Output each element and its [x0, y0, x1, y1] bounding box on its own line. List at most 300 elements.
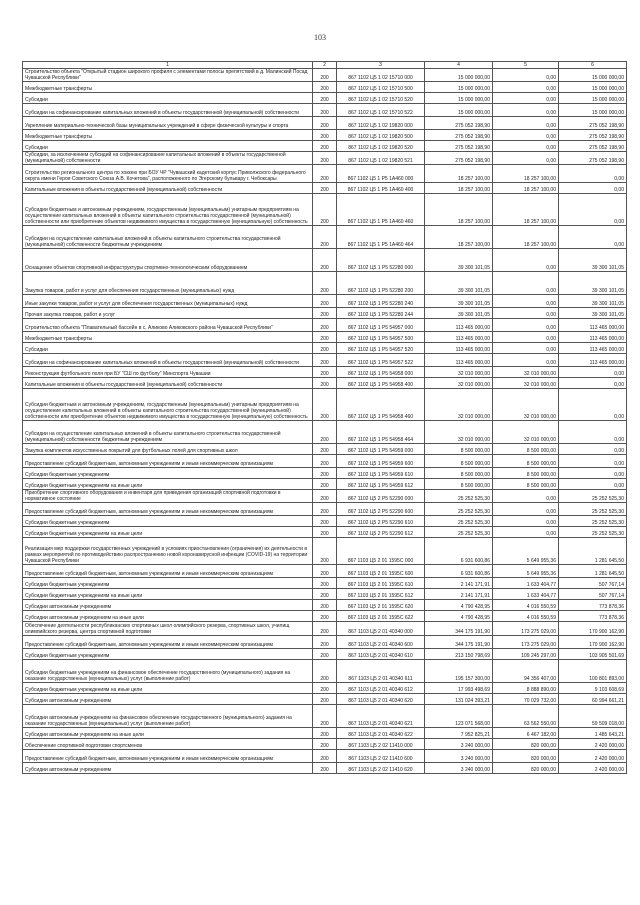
table-row — [23, 444, 627, 455]
row-amount-total-cell: 32 010 000,00 — [425, 378, 493, 389]
row-amount-col5-cell: 18 257 100,00 — [493, 183, 559, 194]
table-row — [23, 183, 627, 194]
row-section-cell: 200 — [313, 490, 337, 503]
row-code-cell: 867 1102 Ц5 1 P5 54958 400 — [337, 378, 425, 389]
row-amount-col6-cell: 773 878,36 — [559, 611, 627, 622]
row-code-cell: 867 1102 Ц5 1 P5 52280 000 — [337, 249, 425, 272]
row-amount-col6-cell: 0,00 — [559, 367, 627, 378]
row-amount-total-cell: 18 257 100,00 — [425, 165, 493, 183]
table-row — [23, 69, 627, 82]
row-section-cell: 200 — [313, 503, 337, 516]
row-amount-total-cell: 6 931 600,86 — [425, 565, 493, 578]
row-code-cell: 867 1102 Ц5 1 P5 54959 000 — [337, 444, 425, 455]
table-row — [23, 565, 627, 578]
column-header: 4 — [425, 62, 493, 69]
table-row — [23, 479, 627, 490]
row-amount-col5-cell: 5 649 955,36 — [493, 538, 559, 565]
row-name-cell: Субсидии бюджетным учреждениям на финансовое обеспечение государственного (муниципального) задания на оказание государственных (муниципальных) услуг (выполнение работ) — [23, 660, 313, 683]
row-amount-col6-cell: 103 905 501,69 — [559, 649, 627, 660]
row-amount-col6-cell: 15 000 000,00 — [559, 82, 627, 93]
row-amount-total-cell: 3 240 000,00 — [425, 750, 493, 763]
table-row — [23, 332, 627, 343]
row-amount-col5-cell: 0,00 — [493, 490, 559, 503]
row-amount-total-cell: 15 000 000,00 — [425, 82, 493, 93]
row-name-cell: Укрепление материально-технической базы муниципальных учреждений в сфере физической культуры и спорта — [23, 117, 313, 130]
row-amount-col5-cell: 8 500 000,00 — [493, 444, 559, 455]
row-amount-col6-cell: 773 878,36 — [559, 600, 627, 611]
row-name-cell: Иные закупки товаров, работ и услуг для обеспечения государственных (муниципальных) нужд — [23, 295, 313, 308]
row-amount-col5-cell: 18 257 100,00 — [493, 194, 559, 226]
table-row — [23, 622, 627, 636]
row-amount-col5-cell: 0,00 — [493, 516, 559, 527]
row-name-cell: Субсидии бюджетным и автономным учреждениям, государственным (муниципальным) унитарным предприятиям на осуществление капитальных вложений в объекты капитального строительства государственной (муниципальной) собственности или приобретение объектов недвижимого имущества в государственную (муниципальную) собственность — [23, 194, 313, 226]
row-amount-col5-cell: 8 500 000,00 — [493, 479, 559, 490]
row-code-cell: 867 1103 Ц5 2 01 40340 622 — [337, 728, 425, 739]
row-section-cell: 200 — [313, 636, 337, 649]
row-code-cell: 867 1103 Ц5 2 01 40340 621 — [337, 705, 425, 728]
row-amount-col5-cell: 820 000,00 — [493, 739, 559, 750]
row-name-cell: Субсидии бюджетным и автономным учреждениям, государственным (муниципальным) унитарным предприятиям на осуществление капитальных вложений в объекты капитального строительства государственной (муниципальной) собственности или приобретение объектов недвижимого имущества в государственную (муниципальную) собственность — [23, 389, 313, 421]
row-code-cell: 867 1102 Ц5 1 02 19820 500 — [337, 130, 425, 141]
row-name-cell: Строительство объекта "Плавательный бассейн в с. Аликово Аликовского района Чувашской Республики" — [23, 319, 313, 332]
row-amount-total-cell: 3 240 000,00 — [425, 739, 493, 750]
row-amount-total-cell: 275 052 198,90 — [425, 152, 493, 165]
row-amount-col5-cell: 0,00 — [493, 272, 559, 295]
row-amount-col5-cell: 32 010 000,00 — [493, 378, 559, 389]
table-row — [23, 763, 627, 774]
row-amount-col6-cell: 0,00 — [559, 378, 627, 389]
row-amount-total-cell: 25 252 525,30 — [425, 503, 493, 516]
row-section-cell: 200 — [313, 69, 337, 82]
row-section-cell: 200 — [313, 249, 337, 272]
table-row — [23, 378, 627, 389]
row-code-cell: 867 1103 Ц5 2 01 40340 620 — [337, 694, 425, 705]
row-amount-total-cell: 32 010 000,00 — [425, 389, 493, 421]
table-row — [23, 455, 627, 468]
row-section-cell: 200 — [313, 117, 337, 130]
row-code-cell: 867 1103 Ц5 2 02 11410 000 — [337, 739, 425, 750]
row-amount-total-cell: 25 252 525,30 — [425, 490, 493, 503]
row-amount-total-cell: 15 000 000,00 — [425, 93, 493, 104]
row-section-cell: 200 — [313, 343, 337, 354]
row-name-cell: Субсидии — [23, 343, 313, 354]
row-code-cell: 867 1103 Ц5 2 01 1595C 610 — [337, 578, 425, 589]
row-section-cell: 200 — [313, 165, 337, 183]
row-section-cell: 200 — [313, 226, 337, 249]
row-amount-col5-cell: 0,00 — [493, 354, 559, 367]
row-name-cell: Субсидии на софинансирование капитальных вложений в объекты государственной (муниципальной) собственности — [23, 104, 313, 117]
table-row — [23, 272, 627, 295]
table-row — [23, 636, 627, 649]
row-code-cell: 867 1103 Ц5 2 01 40340 612 — [337, 683, 425, 694]
row-amount-col6-cell: 507 767,14 — [559, 578, 627, 589]
row-amount-col5-cell: 0,00 — [493, 503, 559, 516]
row-name-cell: Субсидии на софинансирование капитальных вложений в объекты государственной (муниципальной) собственности — [23, 354, 313, 367]
row-section-cell: 200 — [313, 750, 337, 763]
row-amount-col6-cell: 0,00 — [559, 226, 627, 249]
row-code-cell: 867 1103 Ц5 2 01 1595C 000 — [337, 538, 425, 565]
row-amount-total-cell: 39 300 101,05 — [425, 308, 493, 319]
row-amount-total-cell: 8 500 000,00 — [425, 479, 493, 490]
row-amount-col5-cell: 4 016 550,59 — [493, 600, 559, 611]
row-amount-col6-cell: 15 000 000,00 — [559, 93, 627, 104]
row-name-cell: Субсидии бюджетным учреждениям — [23, 468, 313, 479]
row-section-cell: 200 — [313, 683, 337, 694]
row-name-cell: Строительство регионального центра по хоккею при БОУ ЧР "Чувашский кадетский корпус Приволжского федерального округа имени Героя Советского Союза А.В. Кочетова", расположенного по Эгерскому бульвару г. Чебоксары — [23, 165, 313, 183]
row-amount-col6-cell: 170 900 162,90 — [559, 622, 627, 636]
row-section-cell: 200 — [313, 82, 337, 93]
row-amount-col5-cell: 18 257 100,00 — [493, 226, 559, 249]
row-name-cell: Субсидии автономным учреждениям на финансовое обеспечение государственного (муниципального) задания на оказание государственных (муниципальных) услуг (выполнение работ) — [23, 705, 313, 728]
row-name-cell: Предоставление субсидий бюджетным, автономным учреждениям и иным некоммерческим организациям — [23, 503, 313, 516]
row-amount-col6-cell: 0,00 — [559, 444, 627, 455]
row-code-cell: 867 1102 Ц5 1 P5 1A460 400 — [337, 183, 425, 194]
table-row — [23, 649, 627, 660]
row-amount-col6-cell: 2 420 000,00 — [559, 763, 627, 774]
row-section-cell: 200 — [313, 421, 337, 444]
row-section-cell: 200 — [313, 367, 337, 378]
row-code-cell: 867 1102 Ц5 2 P5 52290 612 — [337, 527, 425, 538]
row-code-cell: 867 1102 Ц5 1 02 15710 522 — [337, 104, 425, 117]
row-amount-col5-cell: 1 633 404,77 — [493, 589, 559, 600]
row-amount-col5-cell: 1 633 404,77 — [493, 578, 559, 589]
row-amount-col5-cell: 0,00 — [493, 295, 559, 308]
row-amount-col6-cell: 113 465 000,00 — [559, 354, 627, 367]
table-row — [23, 589, 627, 600]
row-amount-total-cell: 8 500 000,00 — [425, 468, 493, 479]
row-code-cell: 867 1102 Ц5 1 P5 52280 240 — [337, 295, 425, 308]
row-name-cell: Субсидии бюджетным учреждениям на иные цели — [23, 683, 313, 694]
table-row — [23, 117, 627, 130]
row-code-cell: 867 1103 Ц5 2 01 1595C 612 — [337, 589, 425, 600]
row-amount-col5-cell: 0,00 — [493, 141, 559, 152]
row-section-cell: 200 — [313, 104, 337, 117]
row-name-cell: Субсидии бюджетным учреждениям на иные цели — [23, 479, 313, 490]
row-amount-col6-cell: 0,00 — [559, 455, 627, 468]
row-code-cell: 867 1102 Ц5 1 02 15710 000 — [337, 69, 425, 82]
row-name-cell: Обеспечение деятельности республиканских спортивных школ олимпийского резерва, спортивных школ, училищ олимпийского резерва, центра спортивной подготовки — [23, 622, 313, 636]
row-code-cell: 867 1102 Ц5 1 P5 54957 500 — [337, 332, 425, 343]
row-amount-col5-cell: 32 010 000,00 — [493, 421, 559, 444]
row-amount-col6-cell: 0,00 — [559, 194, 627, 226]
row-section-cell: 200 — [313, 527, 337, 538]
row-code-cell: 867 1102 Ц5 1 02 19820 520 — [337, 141, 425, 152]
row-amount-total-cell: 4 790 428,95 — [425, 600, 493, 611]
row-name-cell: Предоставление субсидий бюджетным, автономным учреждениям и иным некоммерческим организациям — [23, 455, 313, 468]
row-amount-col6-cell: 25 252 525,30 — [559, 516, 627, 527]
row-amount-col5-cell: 6 467 182,00 — [493, 728, 559, 739]
row-amount-col6-cell: 170 900 162,90 — [559, 636, 627, 649]
row-name-cell: Субсидии бюджетным учреждениям на иные цели — [23, 589, 313, 600]
table-row — [23, 660, 627, 683]
row-name-cell: Предоставление субсидий бюджетным, автономным учреждениям и иным некоммерческим организациям — [23, 750, 313, 763]
row-amount-col6-cell: 0,00 — [559, 389, 627, 421]
row-name-cell: Реконструкция футбольного поля при БУ "СШ по футболу" Минспорта Чувашии — [23, 367, 313, 378]
row-name-cell: Субсидии автономным учреждениям — [23, 763, 313, 774]
row-amount-total-cell: 4 790 428,95 — [425, 611, 493, 622]
row-amount-total-cell: 275 052 198,90 — [425, 141, 493, 152]
row-amount-total-cell: 131 024 393,21 — [425, 694, 493, 705]
row-section-cell: 200 — [313, 622, 337, 636]
row-section-cell: 200 — [313, 194, 337, 226]
table-row — [23, 516, 627, 527]
table-row — [23, 165, 627, 183]
row-amount-col5-cell: 4 016 550,59 — [493, 611, 559, 622]
row-amount-col5-cell: 32 010 000,00 — [493, 389, 559, 421]
row-code-cell: 867 1102 Ц5 1 P5 1A460 464 — [337, 226, 425, 249]
row-amount-total-cell: 15 000 000,00 — [425, 104, 493, 117]
row-amount-total-cell: 18 257 100,00 — [425, 183, 493, 194]
table-row — [23, 503, 627, 516]
row-amount-col5-cell: 0,00 — [493, 104, 559, 117]
row-code-cell: 867 1102 Ц5 2 P5 52290 000 — [337, 490, 425, 503]
column-header: 6 — [559, 62, 627, 69]
row-amount-total-cell: 18 257 100,00 — [425, 226, 493, 249]
row-amount-total-cell: 7 952 825,21 — [425, 728, 493, 739]
row-amount-col5-cell: 820 000,00 — [493, 763, 559, 774]
row-amount-total-cell: 213 150 798,69 — [425, 649, 493, 660]
row-code-cell: 867 1102 Ц5 2 P5 52290 600 — [337, 503, 425, 516]
row-section-cell: 200 — [313, 589, 337, 600]
row-amount-col6-cell: 275 052 198,90 — [559, 141, 627, 152]
column-header: 1 — [23, 62, 313, 69]
row-section-cell: 200 — [313, 611, 337, 622]
row-amount-col5-cell: 0,00 — [493, 332, 559, 343]
row-amount-total-cell: 8 500 000,00 — [425, 455, 493, 468]
row-amount-col5-cell: 70 029 732,00 — [493, 694, 559, 705]
row-amount-col5-cell: 63 562 550,00 — [493, 705, 559, 728]
row-amount-col5-cell: 0,00 — [493, 130, 559, 141]
row-amount-total-cell: 344 175 191,90 — [425, 622, 493, 636]
row-amount-col6-cell: 25 252 525,30 — [559, 527, 627, 538]
row-name-cell: Субсидии на осуществление капитальных вложений в объекты капитального строительства государственной (муниципальной) собственности бюджетным учреждениям — [23, 226, 313, 249]
column-header: 3 — [337, 62, 425, 69]
row-amount-col6-cell: 2 420 000,00 — [559, 750, 627, 763]
row-code-cell: 867 1102 Ц5 1 P5 54957 520 — [337, 343, 425, 354]
row-amount-col6-cell: 0,00 — [559, 468, 627, 479]
row-code-cell: 867 1102 Ц5 1 P5 1A460 000 — [337, 165, 425, 183]
row-amount-col6-cell: 1 281 645,50 — [559, 565, 627, 578]
row-name-cell: Капитальные вложения в объекты государственной (муниципальной) собственности — [23, 378, 313, 389]
table-row — [23, 683, 627, 694]
row-amount-total-cell: 113 465 000,00 — [425, 354, 493, 367]
row-amount-total-cell: 15 000 000,00 — [425, 69, 493, 82]
row-amount-total-cell: 275 052 198,90 — [425, 130, 493, 141]
row-code-cell: 867 1102 Ц5 1 P5 52280 200 — [337, 272, 425, 295]
column-header: 2 — [313, 62, 337, 69]
row-code-cell: 867 1102 Ц5 1 02 19820 000 — [337, 117, 425, 130]
row-name-cell: Капитальные вложения в объекты государственной (муниципальной) собственности — [23, 183, 313, 194]
row-amount-col6-cell: 0,00 — [559, 183, 627, 194]
row-name-cell: Субсидии бюджетным учреждениям — [23, 516, 313, 527]
table-row — [23, 750, 627, 763]
row-code-cell: 867 1102 Ц5 1 P5 54958 460 — [337, 389, 425, 421]
row-amount-col5-cell: 0,00 — [493, 527, 559, 538]
row-section-cell: 200 — [313, 705, 337, 728]
row-section-cell: 200 — [313, 694, 337, 705]
row-section-cell: 200 — [313, 455, 337, 468]
table-row — [23, 343, 627, 354]
table-row — [23, 611, 627, 622]
row-name-cell: Межбюджетные трансферты — [23, 332, 313, 343]
row-code-cell: 867 1103 Ц5 2 01 1595C 600 — [337, 565, 425, 578]
row-section-cell: 200 — [313, 152, 337, 165]
row-name-cell: Межбюджетные трансферты — [23, 130, 313, 141]
row-amount-col5-cell: 0,00 — [493, 117, 559, 130]
row-name-cell: Субсидии автономным учреждениям на иные цели — [23, 728, 313, 739]
row-amount-col6-cell: 25 252 525,30 — [559, 503, 627, 516]
table-row — [23, 104, 627, 117]
column-header: 5 — [493, 62, 559, 69]
row-name-cell: Закупка товаров, работ и услуг для обеспечения государственных (муниципальных) нужд — [23, 272, 313, 295]
table-row — [23, 152, 627, 165]
table-row — [23, 728, 627, 739]
table-row — [23, 308, 627, 319]
row-amount-col5-cell: 0,00 — [493, 319, 559, 332]
row-amount-total-cell: 39 300 101,05 — [425, 295, 493, 308]
row-amount-col5-cell: 8 888 890,00 — [493, 683, 559, 694]
table-row — [23, 194, 627, 226]
row-section-cell: 200 — [313, 93, 337, 104]
row-name-cell: Строительство объекта "Открытый стадион широкого профиля с элементами полосы препятствий в д. Малинский Посад Чувашской Республики" — [23, 69, 313, 82]
table-row — [23, 295, 627, 308]
row-section-cell: 200 — [313, 272, 337, 295]
row-amount-col6-cell: 0,00 — [559, 165, 627, 183]
row-name-cell: Предоставление субсидий бюджетным, автономным учреждениям и иным некоммерческим организациям — [23, 565, 313, 578]
table-row — [23, 249, 627, 272]
row-section-cell: 200 — [313, 468, 337, 479]
row-section-cell: 200 — [313, 378, 337, 389]
row-code-cell: 867 1102 Ц5 2 P5 52290 610 — [337, 516, 425, 527]
row-section-cell: 200 — [313, 130, 337, 141]
row-code-cell: 867 1102 Ц5 1 P5 54959 612 — [337, 479, 425, 490]
row-amount-col6-cell: 39 300 101,05 — [559, 249, 627, 272]
row-amount-col6-cell: 1 281 645,50 — [559, 538, 627, 565]
row-code-cell: 867 1103 Ц5 2 01 1595C 620 — [337, 600, 425, 611]
table-row — [23, 130, 627, 141]
row-amount-col5-cell: 820 000,00 — [493, 750, 559, 763]
row-code-cell: 867 1102 Ц5 1 P5 54958 464 — [337, 421, 425, 444]
row-section-cell: 200 — [313, 516, 337, 527]
table-row — [23, 468, 627, 479]
row-amount-col6-cell: 113 465 000,00 — [559, 332, 627, 343]
row-amount-col6-cell: 39 300 101,05 — [559, 308, 627, 319]
row-code-cell: 867 1103 Ц5 2 01 40340 610 — [337, 649, 425, 660]
row-amount-col6-cell: 275 052 198,90 — [559, 152, 627, 165]
row-name-cell: Прочая закупка товаров, работ и услуг — [23, 308, 313, 319]
row-section-cell: 200 — [313, 319, 337, 332]
page-number: 103 — [314, 33, 326, 42]
row-section-cell: 200 — [313, 444, 337, 455]
row-name-cell: Субсидии — [23, 141, 313, 152]
row-amount-col6-cell: 15 000 000,00 — [559, 104, 627, 117]
row-amount-col6-cell: 1 485 643,21 — [559, 728, 627, 739]
row-amount-col5-cell: 173 275 029,00 — [493, 622, 559, 636]
row-amount-total-cell: 8 500 000,00 — [425, 444, 493, 455]
row-name-cell: Субсидии на осуществление капитальных вложений в объекты капитального строительства государственной (муниципальной) собственности бюджетным учреждениям — [23, 421, 313, 444]
row-amount-col6-cell: 507 767,14 — [559, 589, 627, 600]
table-row — [23, 694, 627, 705]
row-code-cell: 867 1103 Ц5 2 02 11410 620 — [337, 763, 425, 774]
row-amount-total-cell: 18 257 100,00 — [425, 194, 493, 226]
row-code-cell: 867 1103 Ц5 2 02 11410 600 — [337, 750, 425, 763]
row-amount-col5-cell: 173 275 029,00 — [493, 636, 559, 649]
table-row — [23, 93, 627, 104]
table-row — [23, 527, 627, 538]
row-amount-col5-cell: 8 500 000,00 — [493, 455, 559, 468]
table-row — [23, 354, 627, 367]
row-code-cell: 867 1103 Ц5 2 01 40340 600 — [337, 636, 425, 649]
row-amount-col6-cell: 0,00 — [559, 421, 627, 444]
row-code-cell: 867 1102 Ц5 1 P5 54957 000 — [337, 319, 425, 332]
table-row — [23, 226, 627, 249]
table-row — [23, 141, 627, 152]
row-amount-col5-cell: 18 257 100,00 — [493, 165, 559, 183]
row-name-cell: Субсидии бюджетным учреждениям на иные цели — [23, 527, 313, 538]
budget-table — [22, 61, 627, 774]
row-amount-total-cell: 113 465 000,00 — [425, 343, 493, 354]
row-amount-col6-cell: 100 801 893,00 — [559, 660, 627, 683]
row-amount-col5-cell: 0,00 — [493, 152, 559, 165]
row-amount-total-cell: 6 931 600,86 — [425, 538, 493, 565]
row-amount-total-cell: 17 993 498,69 — [425, 683, 493, 694]
row-section-cell: 200 — [313, 183, 337, 194]
row-section-cell: 200 — [313, 354, 337, 367]
row-amount-total-cell: 3 240 000,00 — [425, 763, 493, 774]
row-amount-col6-cell: 0,00 — [559, 479, 627, 490]
row-amount-col6-cell: 59 509 018,00 — [559, 705, 627, 728]
row-section-cell: 200 — [313, 479, 337, 490]
row-amount-total-cell: 113 465 000,00 — [425, 332, 493, 343]
row-amount-total-cell: 39 300 101,05 — [425, 272, 493, 295]
row-code-cell: 867 1103 Ц5 2 01 40340 611 — [337, 660, 425, 683]
row-name-cell: Субсидии бюджетным учреждениям — [23, 578, 313, 589]
row-section-cell: 200 — [313, 295, 337, 308]
row-code-cell: 867 1102 Ц5 1 P5 52280 244 — [337, 308, 425, 319]
row-amount-col5-cell: 94 356 407,00 — [493, 660, 559, 683]
row-amount-total-cell: 2 141 171,91 — [425, 589, 493, 600]
row-section-cell: 200 — [313, 763, 337, 774]
row-code-cell: 867 1103 Ц5 2 01 1595C 622 — [337, 611, 425, 622]
row-section-cell: 200 — [313, 538, 337, 565]
row-amount-col5-cell: 0,00 — [493, 343, 559, 354]
table-row — [23, 421, 627, 444]
table-row — [23, 367, 627, 378]
row-amount-total-cell: 344 175 191,90 — [425, 636, 493, 649]
table-row — [23, 538, 627, 565]
row-amount-col6-cell: 2 420 000,00 — [559, 739, 627, 750]
row-amount-col5-cell: 0,00 — [493, 69, 559, 82]
row-amount-col6-cell: 113 465 000,00 — [559, 343, 627, 354]
table-row — [23, 600, 627, 611]
row-amount-total-cell: 195 157 300,00 — [425, 660, 493, 683]
table-row — [23, 389, 627, 421]
table-row — [23, 82, 627, 93]
row-code-cell: 867 1102 Ц5 1 02 19820 521 — [337, 152, 425, 165]
row-amount-total-cell: 123 071 568,00 — [425, 705, 493, 728]
row-name-cell: Субсидии автономным учреждениям — [23, 600, 313, 611]
row-name-cell: Реализация мер поддержки государственных учреждений в условиях приостановления (ограничения) их деятельности в рамках мероприятий по противодействию распространению новой коронавирусной инфекции (COVID-19) на территории Чувашской Республики — [23, 538, 313, 565]
row-amount-col5-cell: 109 245 297,00 — [493, 649, 559, 660]
row-amount-col6-cell: 113 465 000,00 — [559, 319, 627, 332]
table-row — [23, 319, 627, 332]
table-row — [23, 705, 627, 728]
row-amount-col5-cell: 32 010 000,00 — [493, 367, 559, 378]
row-section-cell: 200 — [313, 308, 337, 319]
row-code-cell: 867 1103 Ц5 2 01 40340 000 — [337, 622, 425, 636]
row-code-cell: 867 1102 Ц5 1 02 15710 520 — [337, 93, 425, 104]
row-amount-total-cell: 113 465 000,00 — [425, 319, 493, 332]
